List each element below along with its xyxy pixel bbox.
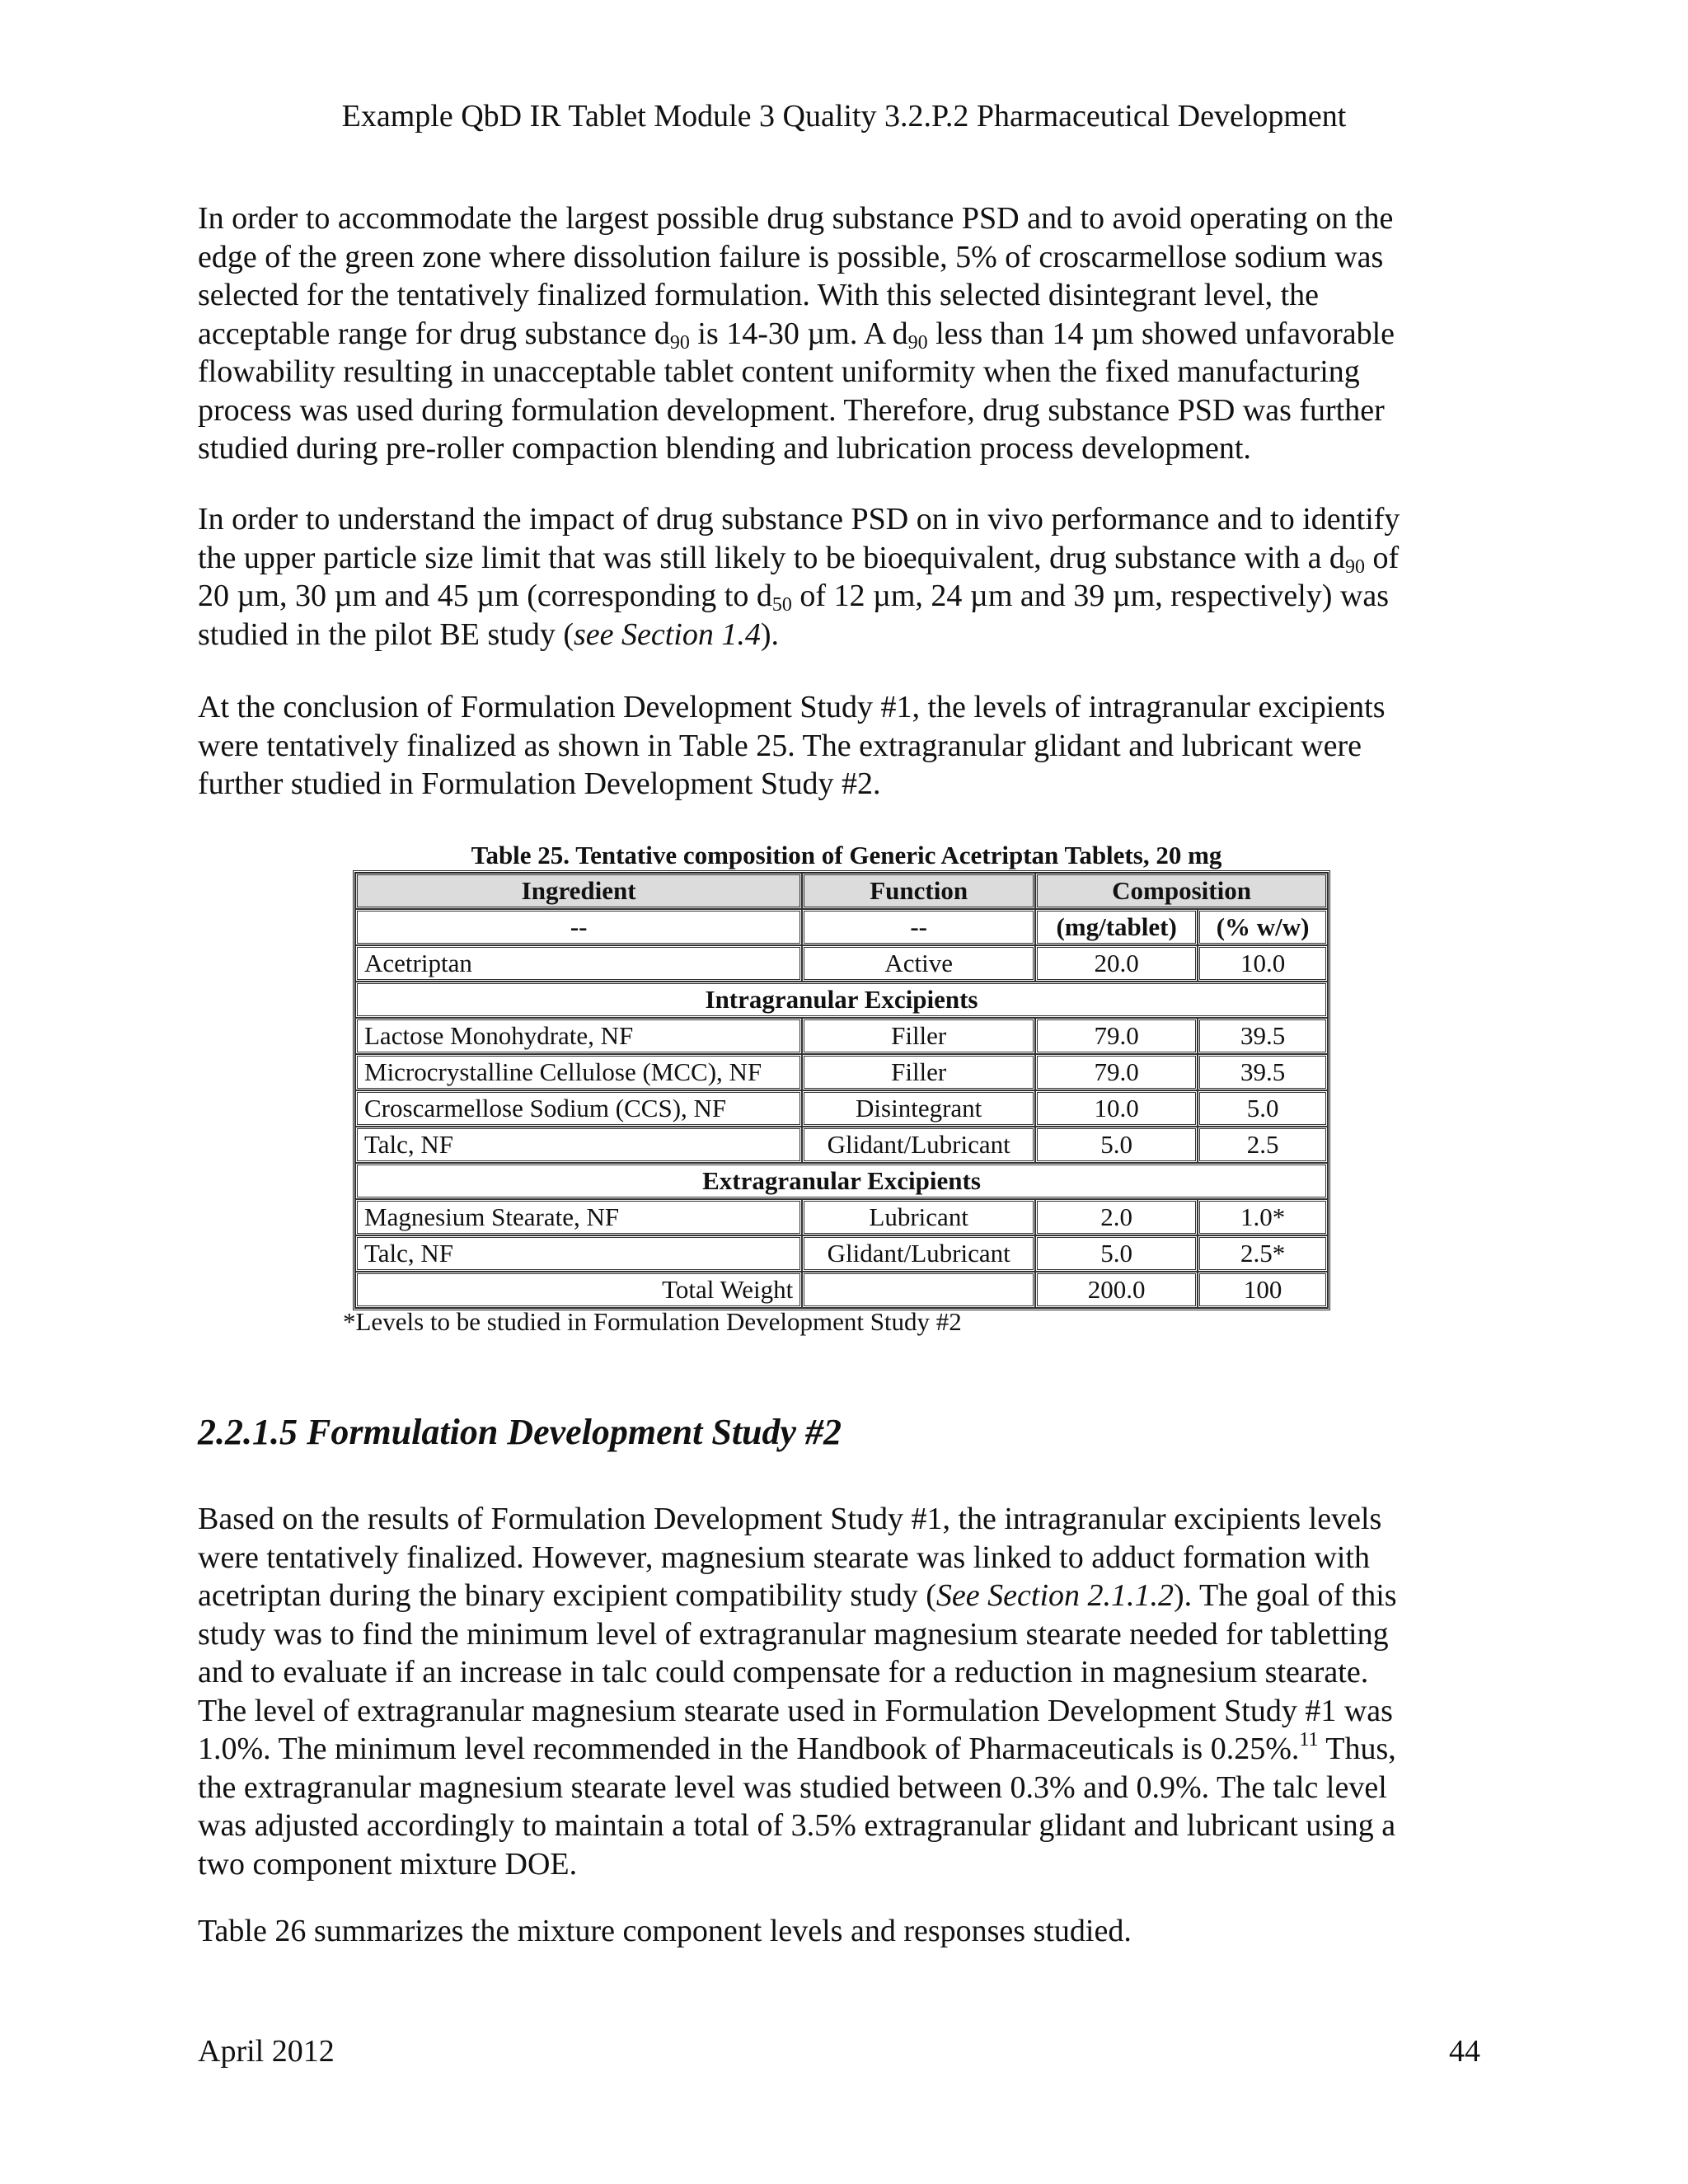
subheader-dash: --: [355, 909, 802, 945]
column-header-composition: Composition: [1035, 873, 1328, 909]
table-row: [355, 1054, 1328, 1090]
cell-mg: 20.0: [1035, 945, 1198, 982]
cell-ingredient: Talc, NF: [355, 1235, 802, 1272]
cell-total-mg: 200.0: [1035, 1272, 1198, 1308]
cell-percent: 1.0*: [1198, 1199, 1328, 1235]
table-row: [355, 1127, 1328, 1163]
text-line: acceptable range for drug substance $d_{90}$ is 14-30 µm. A $d_{90}$ less than 14 µm showed unfavorable: [198, 316, 1395, 354]
paragraph-study-conclusion: [198, 688, 1484, 804]
cell-mg: 79.0: [1035, 1018, 1198, 1054]
text-line: further studied in Formulation Development Study #2.: [198, 766, 881, 801]
table-header-row: [355, 873, 1328, 909]
cell-mg: 79.0: [1035, 1054, 1198, 1090]
running-header: Example QbD IR Tablet Module 3 Quality 3.2.P.2 Pharmaceutical Development: [341, 99, 1347, 134]
cell-function: Glidant/Lubricant: [802, 1235, 1035, 1272]
text-line: flowability resulting in unacceptable tablet content uniformity when the fixed manufacturing: [198, 354, 1360, 389]
table-footnote: *Levels to be studied in Formulation Development Study #2: [343, 1307, 962, 1336]
text-line: Based on the results of Formulation Development Study #1, the intragranular excipients levels: [198, 1502, 1382, 1536]
table-total-row: [355, 1272, 1328, 1308]
column-header-ingredient: Ingredient: [355, 873, 802, 909]
section-reference: see Section 1.4: [573, 616, 761, 652]
text-line: 1.0%. The minimum level recommended in the Handbook of Pharmaceuticals is 0.25%.$^{11}$ Thus,: [198, 1729, 1396, 1766]
table-row: [355, 945, 1328, 982]
cell-ingredient: Acetriptan: [355, 945, 802, 982]
cell-function: [802, 1272, 1035, 1308]
column-header-function: Function: [802, 873, 1035, 909]
cell-percent: 39.5: [1198, 1018, 1328, 1054]
cell-mg: 5.0: [1035, 1235, 1198, 1272]
paragraph-psd-selection: [198, 199, 1484, 468]
cell-total-percent: 100: [1198, 1272, 1328, 1308]
paragraph-table-26-intro: [198, 1912, 1484, 1951]
table-group-row: [355, 1163, 1328, 1199]
cell-ingredient: Lactose Monohydrate, NF: [355, 1018, 802, 1054]
text-line: In order to understand the impact of drug substance PSD on in vivo performance and to identify: [198, 502, 1400, 537]
cell-ingredient: Magnesium Stearate, NF: [355, 1199, 802, 1235]
cell-mg: 2.0: [1035, 1199, 1198, 1235]
text-line: process was used during formulation development. Therefore, drug substance PSD was further: [198, 392, 1385, 428]
page-number: 44: [1449, 2034, 1480, 2069]
section-reference: See Section 2.1.1.2: [935, 1578, 1175, 1613]
cell-function: Filler: [802, 1054, 1035, 1090]
text-line: At the conclusion of Formulation Development Study #1, the levels of intragranular excipients: [198, 690, 1386, 724]
cell-mg: 10.0: [1035, 1090, 1198, 1127]
text-line: was adjusted accordingly to maintain a total of 3.5% extragranular glidant and lubricant using a: [198, 1808, 1396, 1843]
text-line: 20 µm, 30 µm and 45 µm (corresponding to $d_{50}$ of 12 µm, 24 µm and 39 µm, respectively) was: [198, 579, 1390, 616]
table-row: [355, 1090, 1328, 1127]
text-line: studied in the pilot BE study (see Section 1.4).: [198, 616, 780, 652]
text-line: The level of extragranular magnesium stearate used in Formulation Development Study #1 was: [198, 1693, 1393, 1728]
group-label-extragranular: Extragranular Excipients: [355, 1163, 1328, 1199]
cell-ingredient: Croscarmellose Sodium (CCS), NF: [355, 1090, 802, 1127]
footer-date: April 2012: [198, 2034, 335, 2069]
cell-percent: 10.0: [1198, 945, 1328, 982]
cell-percent: 2.5: [1198, 1127, 1328, 1163]
subheader-dash: --: [802, 909, 1035, 945]
group-label-intragranular: Intragranular Excipients: [355, 982, 1328, 1018]
cell-mg: 5.0: [1035, 1127, 1198, 1163]
cell-function: Disintegrant: [802, 1090, 1035, 1127]
cell-percent: 5.0: [1198, 1090, 1328, 1127]
text-line: edge of the green zone where dissolution failure is possible, 5% of croscarmellose sodium was: [198, 239, 1384, 274]
text-line: the upper particle size limit that was still likely to be bioequivalent, drug substance with a $d_{90}$ of: [198, 540, 1400, 578]
table-row: [355, 1018, 1328, 1054]
paragraph-study-2-intro: [198, 1500, 1484, 1883]
text-line: acetriptan during the binary excipient compatibility study (See Section 2.1.1.2). The goal of this: [198, 1578, 1397, 1613]
table-subheader-row: [355, 909, 1328, 945]
text-line: selected for the tentatively finalized formulation. With this selected disintegrant level, the: [198, 278, 1320, 312]
table-group-row: [355, 982, 1328, 1018]
cell-function: Glidant/Lubricant: [802, 1127, 1035, 1163]
table-row: [355, 1199, 1328, 1235]
text-line: two component mixture DOE.: [198, 1846, 578, 1882]
cell-ingredient: Microcrystalline Cellulose (MCC), NF: [355, 1054, 802, 1090]
section-heading: 2.2.1.5 Formulation Development Study #2: [198, 1412, 842, 1452]
cell-function: Filler: [802, 1018, 1035, 1054]
text-line: Table 26 summarizes the mixture component levels and responses studied.: [198, 1914, 1132, 1948]
paragraph-in-vivo-performance: [198, 500, 1484, 654]
text-line: and to evaluate if an increase in talc could compensate for a reduction in magnesium stearate.: [198, 1655, 1369, 1690]
subheader-mg-per-tablet: (mg/tablet): [1035, 909, 1198, 945]
cell-percent: 2.5*: [1198, 1235, 1328, 1272]
text-line: were tentatively finalized. However, magnesium stearate was linked to adduct formation with: [198, 1540, 1370, 1575]
text-line: studied during pre-roller compaction blending and lubrication process development.: [198, 431, 1251, 466]
text-line: study was to find the minimum level of extragranular magnesium stearate needed for tabletting: [198, 1616, 1389, 1652]
cell-ingredient: Talc, NF: [355, 1127, 802, 1163]
cell-function: Active: [802, 945, 1035, 982]
cell-function: Lubricant: [802, 1199, 1035, 1235]
table-caption: Table 25. Tentative composition of Generic Acetriptan Tablets, 20 mg: [471, 841, 1222, 869]
text-line: the extragranular magnesium stearate level was studied between 0.3% and 0.9%. The talc level: [198, 1769, 1387, 1805]
composition-table: [353, 870, 1330, 1310]
table-row: [355, 1235, 1328, 1272]
cell-total-label: Total Weight: [355, 1272, 802, 1308]
cell-percent: 39.5: [1198, 1054, 1328, 1090]
subheader-percent-ww: (% w/w): [1198, 909, 1328, 945]
footnote-reference: 11: [1299, 1729, 1319, 1750]
text-line: In order to accommodate the largest possible drug substance PSD and to avoid operating on the: [198, 201, 1394, 236]
text-line: were tentatively finalized as shown in Table 25. The extragranular glidant and lubricant were: [198, 728, 1362, 763]
